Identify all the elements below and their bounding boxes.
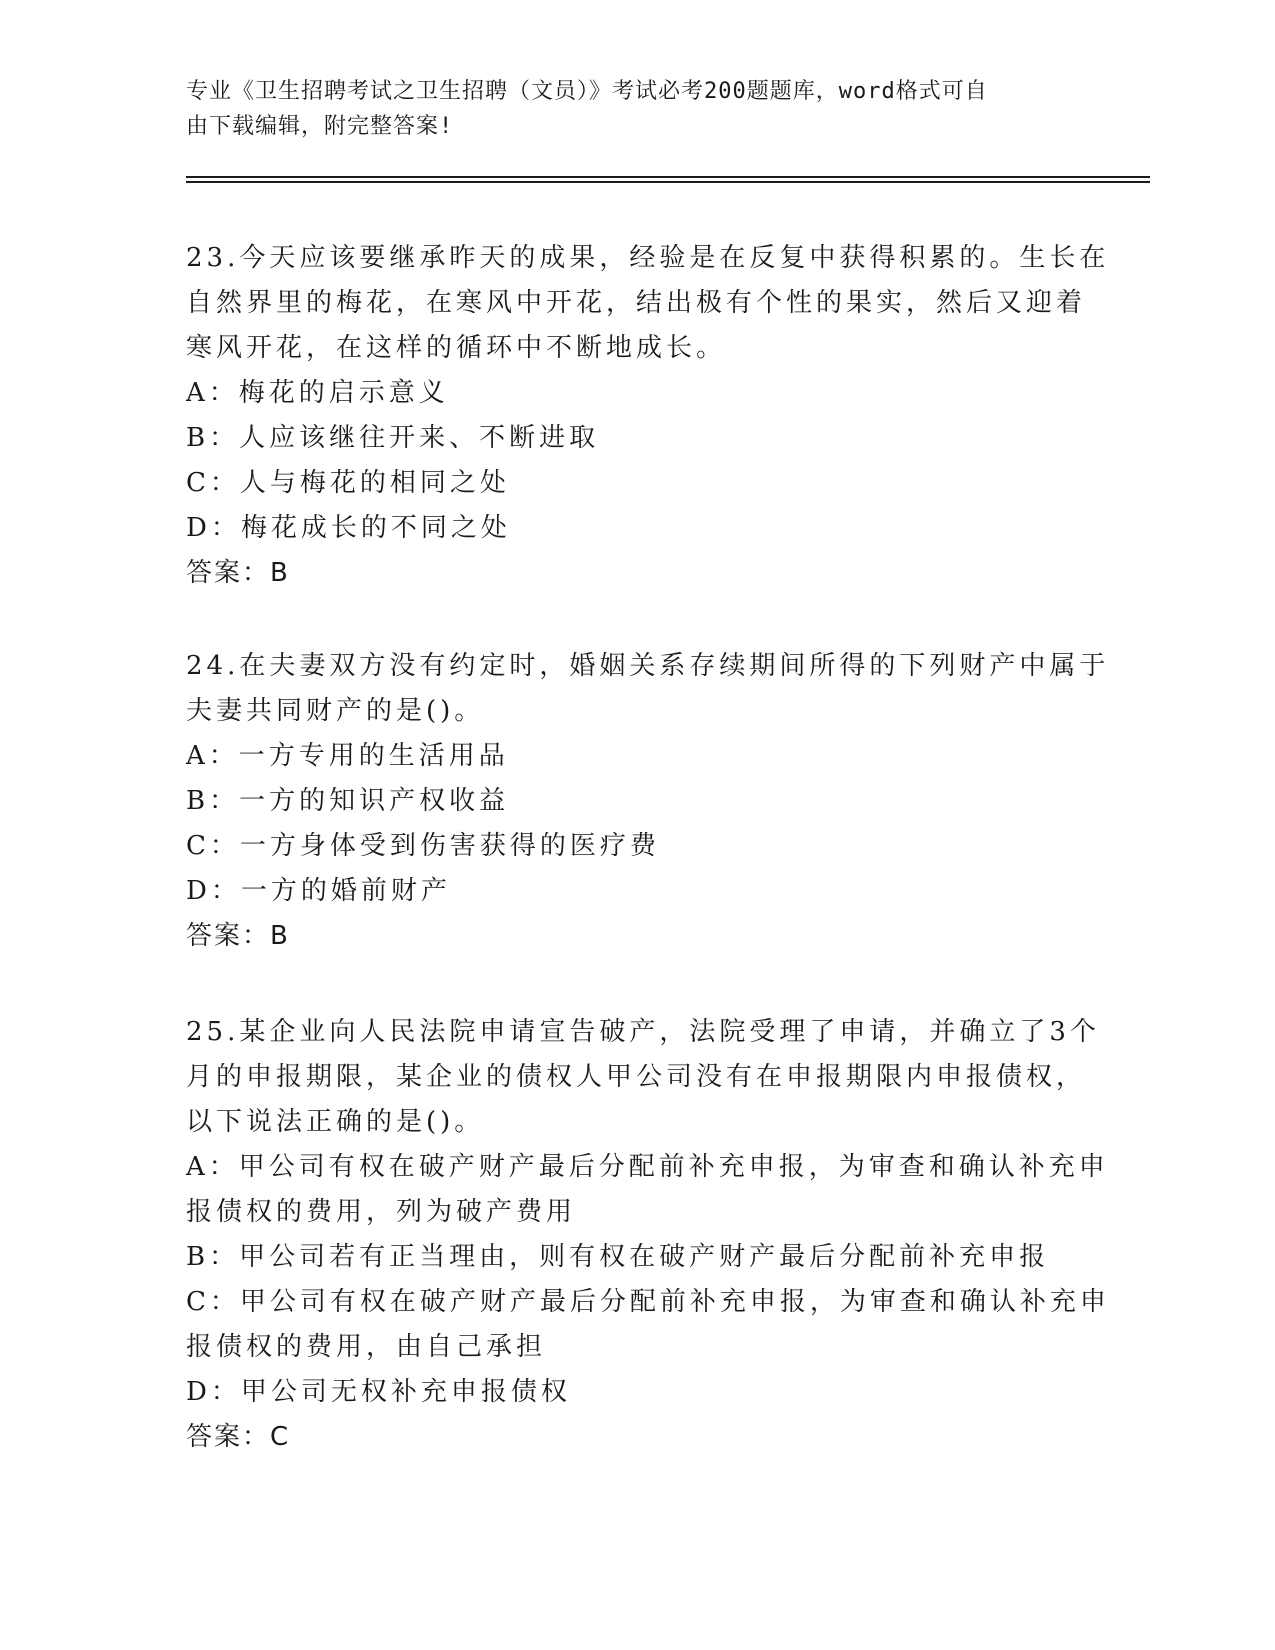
question-24 — [186, 644, 1110, 959]
option-c: C：一方身体受到伤害获得的医疗费 — [186, 831, 660, 861]
option-c: C：人与梅花的相同之处 — [186, 468, 510, 498]
option-a: A：一方专用的生活用品 — [186, 741, 509, 771]
header-line-1: 专业《卫生招聘考试之卫生招聘（文员）》考试必考200题题库，word格式可自 — [186, 79, 988, 104]
question-stem-line: 24.在夫妻双方没有约定时，婚姻关系存续期间所得的下列财产中属于 — [186, 651, 1110, 681]
option-a: A：梅花的启示意义 — [186, 378, 449, 408]
option-c-continuation: 报债权的费用，由自己承担 — [186, 1332, 547, 1362]
question-stem-line: 夫妻共同财产的是()。 — [186, 696, 485, 726]
option-a-continuation: 报债权的费用，列为破产费用 — [186, 1197, 577, 1227]
option-b: B：甲公司若有正当理由，则有权在破产财产最后分配前补充申报 — [186, 1242, 1050, 1272]
option-d: D：甲公司无权补充申报债权 — [186, 1377, 571, 1407]
header-line-2: 由下载编辑，附完整答案! — [186, 114, 454, 139]
option-a-line: A：甲公司有权在破产财产最后分配前补充申报，为审查和确认补充申 — [186, 1152, 1109, 1182]
option-d: D：一方的婚前财产 — [186, 876, 451, 906]
option-d: D：梅花成长的不同之处 — [186, 513, 511, 543]
option-b: B：一方的知识产权收益 — [186, 786, 510, 816]
header-divider-bottom — [186, 181, 1150, 183]
question-stem-line: 25.某企业向人民法院申请宣告破产，法院受理了申请，并确立了3个 — [186, 1017, 1100, 1047]
question-stem-line: 月的申报期限，某企业的债权人甲公司没有在申报期限内申报债权， — [186, 1062, 1087, 1092]
header-divider-top — [186, 176, 1150, 178]
question-23 — [186, 236, 1110, 596]
question-stem-line: 自然界里的梅花，在寒风中开花，结出极有个性的果实，然后又迎着 — [186, 288, 1087, 318]
option-c-line: C：甲公司有权在破产财产最后分配前补充申报，为审查和确认补充申 — [186, 1287, 1110, 1317]
option-b: B：人应该继往开来、不断进取 — [186, 423, 600, 453]
answer-line: 答案：B — [186, 921, 290, 951]
question-25 — [186, 1010, 1110, 1460]
document-header — [186, 74, 1066, 144]
question-stem-line: 23.今天应该要继承昨天的成果，经验是在反复中获得积累的。生长在 — [186, 243, 1110, 273]
answer-line: 答案：C — [186, 1422, 291, 1452]
question-stem-line: 寒风开花，在这样的循环中不断地成长。 — [186, 333, 727, 363]
question-stem-line: 以下说法正确的是()。 — [186, 1107, 485, 1137]
answer-line: 答案：B — [186, 558, 290, 588]
